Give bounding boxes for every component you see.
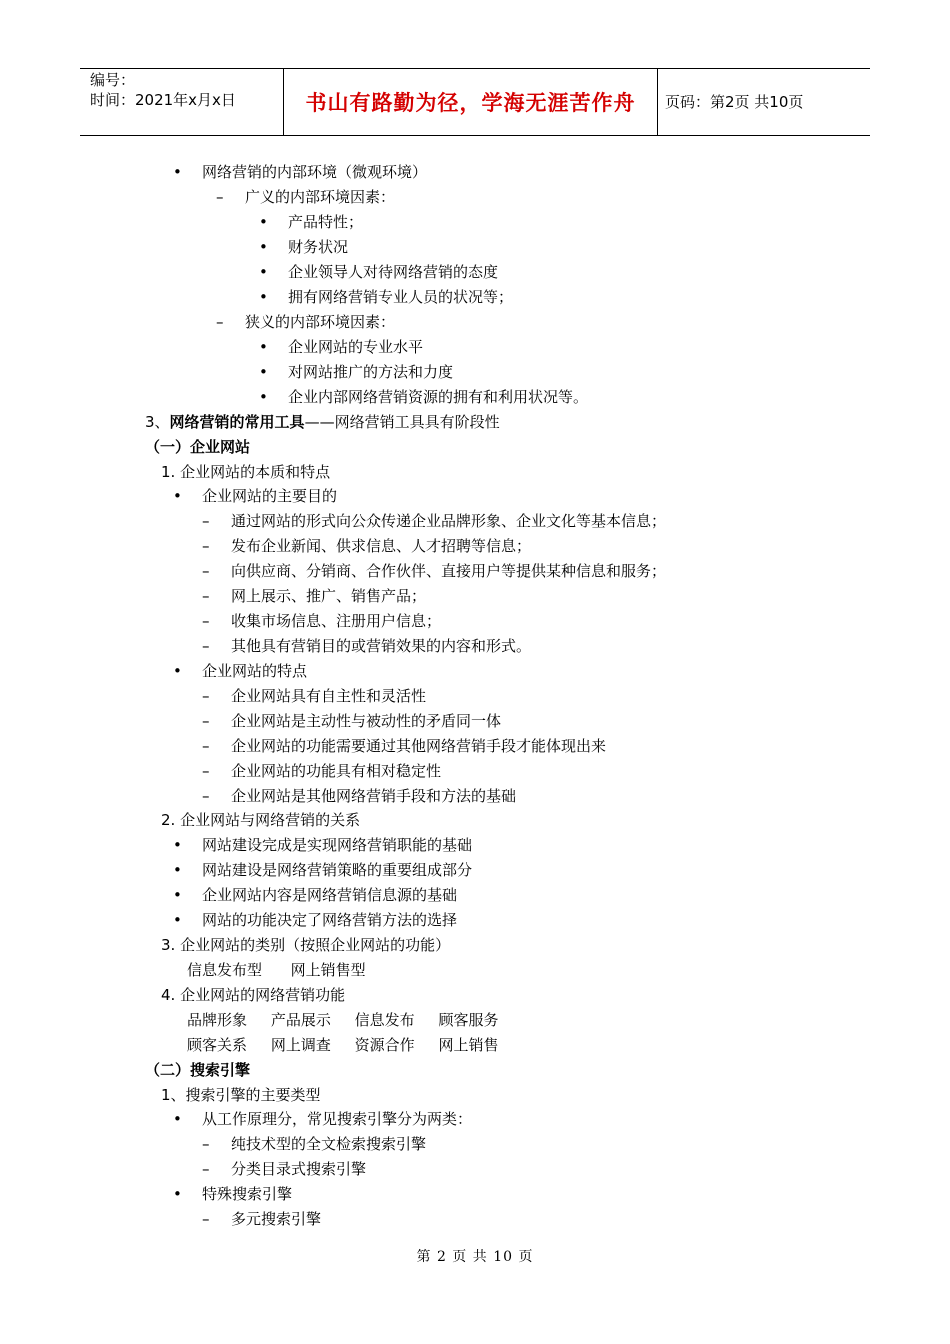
bullet-marker: • xyxy=(259,288,268,306)
list-item: 产品特性； xyxy=(288,213,364,231)
dash-marker: – xyxy=(202,637,210,655)
list-item: 从工作原理分，常见搜索引擎分为两类： xyxy=(202,1110,473,1128)
bullet-marker: • xyxy=(173,1185,182,1203)
dash-marker: – xyxy=(202,737,210,755)
bullet-marker: • xyxy=(259,263,268,281)
list-item: 收集市场信息、注册用户信息； xyxy=(231,612,442,630)
numbered-heading: 1. 企业网站的本质和特点 xyxy=(161,463,331,481)
list-item: 多元搜索引擎 xyxy=(231,1210,322,1228)
list-item: 网上展示、推广、销售产品； xyxy=(231,587,427,605)
list-item: 分类目录式搜索引擎 xyxy=(231,1160,367,1178)
bullet-marker: • xyxy=(173,163,182,181)
dash-marker: – xyxy=(202,1135,210,1153)
numbered-heading: 1、搜索引擎的主要类型 xyxy=(161,1086,321,1104)
dash-marker: – xyxy=(202,712,210,730)
list-item: 网站的功能决定了网络营销方法的选择 xyxy=(202,911,458,929)
subsection-heading: （一）企业网站 xyxy=(145,438,251,456)
section-number: 3、 xyxy=(145,413,170,431)
list-item: 网站建设完成是实现网络营销职能的基础 xyxy=(202,836,473,854)
document-header xyxy=(80,68,870,136)
list-item: 网络营销的内部环境（微观环境） xyxy=(202,163,428,181)
list-item: 拥有网络营销专业人员的状况等； xyxy=(288,288,514,306)
list-item: 向供应商、分销商、合作伙伴、直接用户等提供某种信息和服务； xyxy=(231,562,667,580)
bullet-marker: • xyxy=(259,238,268,256)
bullet-marker: • xyxy=(173,1110,182,1128)
dash-marker: – xyxy=(202,612,210,630)
page-footer: 第 2 页 共 10 页 xyxy=(416,1249,534,1265)
bullet-marker: • xyxy=(173,911,182,929)
dash-marker: – xyxy=(202,537,210,555)
bullet-marker: • xyxy=(173,836,182,854)
list-item: 纯技术型的全文检索搜索引擎 xyxy=(231,1135,427,1153)
dash-marker: – xyxy=(202,562,210,580)
dash-marker: – xyxy=(202,587,210,605)
website-types-row: 信息发布型 网上销售型 xyxy=(187,961,366,979)
list-item: 企业网站具有自主性和灵活性 xyxy=(231,687,427,705)
list-item: 特殊搜索引擎 xyxy=(202,1185,293,1203)
section-title-rest: ——网络营销工具具有阶段性 xyxy=(304,413,500,431)
header-page-info: 页码：第2页 共10页 xyxy=(665,93,804,111)
bullet-marker: • xyxy=(259,388,268,406)
list-item: 企业网站的特点 xyxy=(202,662,308,680)
numbered-heading: 4. 企业网站的网络营销功能 xyxy=(161,986,346,1004)
list-item: 网站建设是网络营销策略的重要组成部分 xyxy=(202,861,473,879)
list-item: 企业网站内容是网络营销信息源的基础 xyxy=(202,886,458,904)
subsection-heading: （二）搜索引擎 xyxy=(145,1061,251,1079)
list-item: 其他具有营销目的或营销效果的内容和形式。 xyxy=(231,637,532,655)
list-item: 企业网站是其他网络营销手段和方法的基础 xyxy=(231,787,517,805)
dash-marker: – xyxy=(202,762,210,780)
numbered-heading: 3. 企业网站的类别（按照企业网站的功能） xyxy=(161,936,451,954)
bullet-marker: • xyxy=(173,662,182,680)
list-item: 企业网站的专业水平 xyxy=(288,338,424,356)
marketing-functions-row-2: 顾客关系 网上调查 资源合作 网上销售 xyxy=(187,1036,499,1054)
dash-marker: – xyxy=(202,1210,210,1228)
list-item: 对网站推广的方法和力度 xyxy=(288,363,454,381)
list-item: 企业网站的功能需要通过其他网络营销手段才能体现出来 xyxy=(231,737,607,755)
list-item: 企业领导人对待网络营销的态度 xyxy=(288,263,499,281)
bullet-marker: • xyxy=(259,338,268,356)
list-item: 狭义的内部环境因素： xyxy=(245,313,396,331)
list-item: 企业内部网络营销资源的拥有和利用状况等。 xyxy=(288,388,589,406)
list-item: 企业网站的主要目的 xyxy=(202,487,338,505)
header-number-label: 编号： xyxy=(90,71,136,89)
dash-marker: – xyxy=(202,787,210,805)
marketing-functions-row-1: 品牌形象 产品展示 信息发布 顾客服务 xyxy=(187,1011,499,1029)
bullet-marker: • xyxy=(173,487,182,505)
bullet-marker: • xyxy=(173,886,182,904)
dash-marker: – xyxy=(216,313,224,331)
list-item: 广义的内部环境因素： xyxy=(245,188,396,206)
dash-marker: – xyxy=(202,512,210,530)
list-item: 财务状况 xyxy=(288,238,349,256)
list-item: 企业网站的功能具有相对稳定性 xyxy=(231,762,442,780)
section-heading-3 xyxy=(145,412,500,432)
dash-marker: – xyxy=(202,687,210,705)
list-item: 企业网站是主动性与被动性的矛盾同一体 xyxy=(231,712,502,730)
list-item: 发布企业新闻、供求信息、人才招聘等信息； xyxy=(231,537,532,555)
header-motto: 书山有路勤为径，学海无涯苦作舟 xyxy=(305,91,636,115)
section-title-bold: 网络营销的常用工具 xyxy=(169,413,305,431)
bullet-marker: • xyxy=(173,861,182,879)
header-time-label: 时间：2021年x月x日 xyxy=(90,91,236,109)
list-item: 通过网站的形式向公众传递企业品牌形象、企业文化等基本信息； xyxy=(231,512,667,530)
dash-marker: – xyxy=(216,188,224,206)
bullet-marker: • xyxy=(259,213,268,231)
bullet-marker: • xyxy=(259,363,268,381)
dash-marker: – xyxy=(202,1160,210,1178)
numbered-heading: 2. 企业网站与网络营销的关系 xyxy=(161,811,361,829)
